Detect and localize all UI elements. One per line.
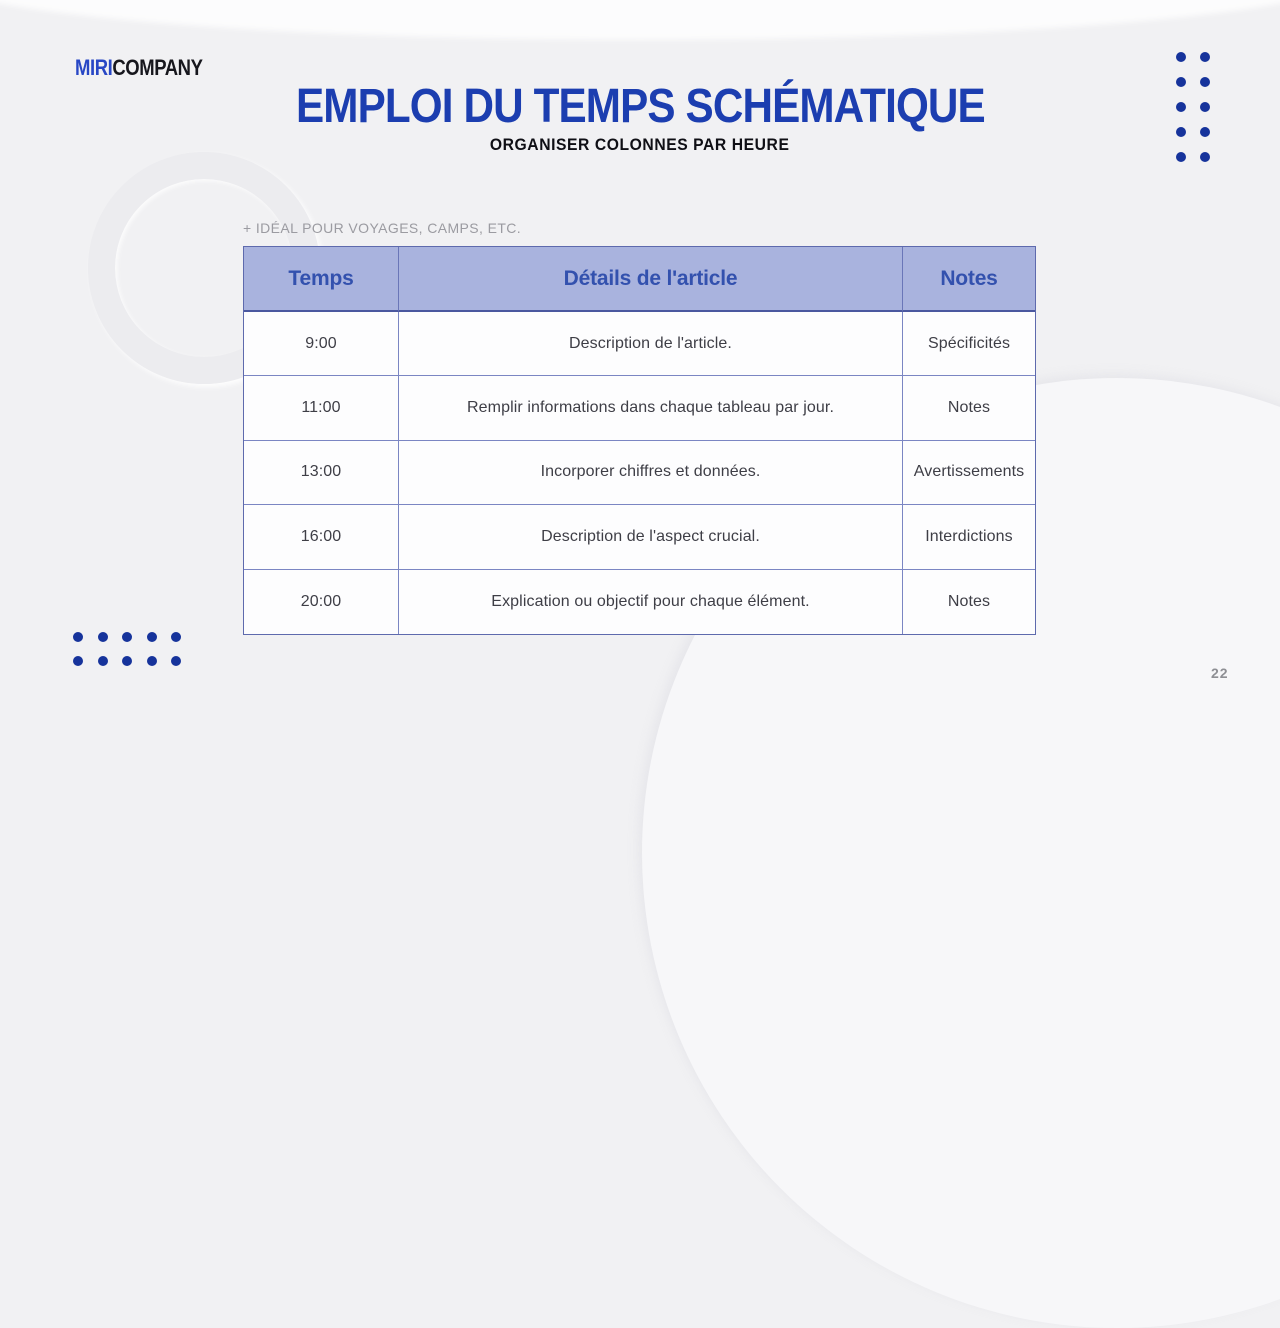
table-cell-time: 11:00 [244,376,399,440]
table-cell-detail: Description de l'article. [399,312,903,376]
dot [122,656,132,666]
table-cell-note: Interdictions [903,505,1035,569]
page-number: 22 [1211,665,1229,681]
table-cell-time: 13:00 [244,441,399,505]
dot-grid-bottom-left [73,632,181,666]
table-header-cell-details: Détails de l'article [399,247,903,312]
table-cell-time: 16:00 [244,505,399,569]
dot [73,656,83,666]
logo-primary-text: MIRI [75,55,113,80]
dot [73,632,83,642]
table-cell-note: Spécificités [903,312,1035,376]
table-cell-detail: Incorporer chiffres et données. [399,441,903,505]
dot [147,656,157,666]
table-cell-note: Notes [903,570,1035,634]
table-header-cell-temps: Temps [244,247,399,312]
dot [122,632,132,642]
table-note: + IDÉAL POUR VOYAGES, CAMPS, ETC. [243,220,522,236]
table-cell-note: Avertissements [903,441,1035,505]
page-subtitle: ORGANISER COLONNES PAR HEURE [490,136,790,154]
dot [147,632,157,642]
table-cell-time: 9:00 [244,312,399,376]
dot [1176,52,1186,62]
dot [98,656,108,666]
dot [171,656,181,666]
table-cell-time: 20:00 [244,570,399,634]
dot [1200,52,1210,62]
dot [171,632,181,642]
table-header-cell-notes: Notes [903,247,1035,312]
table-cell-detail: Remplir informations dans chaque tableau par jour. [399,376,903,440]
table-cell-detail: Explication ou objectif pour chaque élément. [399,570,903,634]
page-title: EMPLOI DU TEMPS SCHÉMATIQUE [295,80,985,133]
company-logo [75,55,202,81]
table-cell-note: Notes [903,376,1035,440]
schedule-table [243,246,1036,635]
logo-secondary-text: COMPANY [112,55,203,80]
table-cell-detail: Description de l'aspect crucial. [399,505,903,569]
dot [98,632,108,642]
